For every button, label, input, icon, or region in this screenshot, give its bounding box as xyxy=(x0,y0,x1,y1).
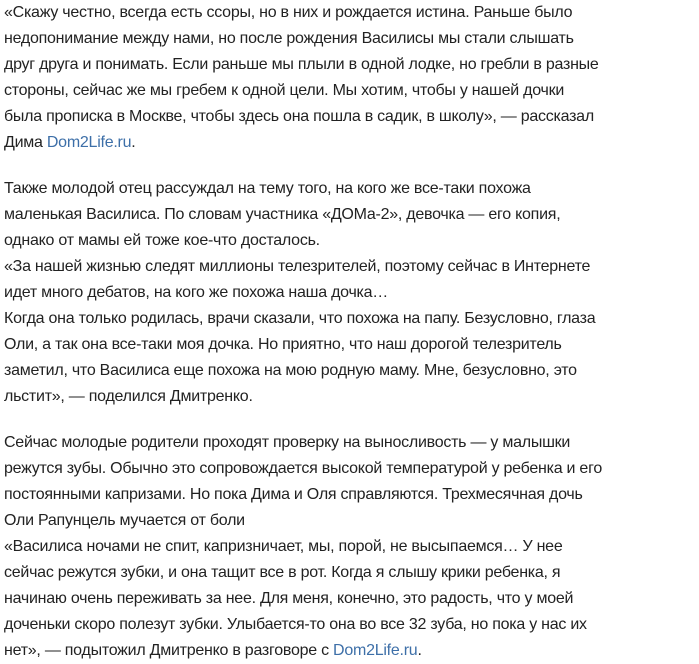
article-paragraph xyxy=(4,0,699,156)
article-paragraph xyxy=(4,430,699,664)
text-line: постоянными капризами. Но пока Дима и Оля справляются. Трехмесячная дочь xyxy=(4,486,583,503)
text-line: доченьки скоро полезут зубки. Улыбается-то она во все 32 зуба, но пока у нас их xyxy=(4,616,587,633)
text-segment: Дима xyxy=(4,134,47,151)
text-line: однако от мамы ей тоже кое-что досталось. xyxy=(4,232,320,249)
text-line: недопонимание между нами, но после рождения Василисы мы стали слышать xyxy=(4,30,574,47)
dom2life-link[interactable]: Dom2Life.ru xyxy=(333,642,418,659)
text-line: идет много дебатов, на кого же похожа наша дочка… xyxy=(4,284,389,301)
text-line: «Скажу честно, всегда есть ссоры, но в них и рождается истина. Раньше было xyxy=(4,4,573,21)
text-line: льстит», — поделился Дмитренко. xyxy=(4,388,253,405)
text-line: режутся зубы. Обычно это сопровождается высокой температурой у ребенка и его xyxy=(4,460,602,477)
text-line: Когда она только родилась, врачи сказали, что похожа на папу. Безусловно, глаза xyxy=(4,310,596,327)
text-line xyxy=(4,638,699,664)
text-line: Также молодой отец рассуждал на тему того, на кого же все-таки похожа xyxy=(4,180,531,197)
text-line: маленькая Василиса. По словам участника «ДОМа-2», девочка — его копия, xyxy=(4,206,561,223)
text-line: «За нашей жизнью следят миллионы телезрителей, поэтому сейчас в Интернете xyxy=(4,258,591,275)
text-line: друг друга и понимать. Если раньше мы плыли в одной лодке, но гребли в разные xyxy=(4,56,599,73)
text-segment: . xyxy=(131,134,136,151)
text-line: сейчас режутся зубки, и она тащит все в рот. Когда я слышу крики ребенка, я xyxy=(4,564,561,581)
text-segment: . xyxy=(417,642,422,659)
text-line: стороны, сейчас же мы гребем к одной цели. Мы хотим, чтобы у нашей дочки xyxy=(4,82,565,99)
text-line: Оли, а так она все-таки моя дочка. Но приятно, что наш дорогой телезритель xyxy=(4,336,562,353)
text-line: Сейчас молодые родители проходят проверку на выносливость — у малышки xyxy=(4,434,571,451)
article-paragraph xyxy=(4,176,699,410)
text-segment: нет», — подытожил Дмитренко в разговоре с xyxy=(4,642,334,659)
text-line xyxy=(4,130,699,156)
text-line: Оли Рапунцель мучается от боли xyxy=(4,512,245,529)
text-line: начинаю очень переживать за нее. Для меня, конечно, это радость, что у моей xyxy=(4,590,574,607)
text-line: заметил, что Василиса еще похожа на мою родную маму. Мне, безусловно, это xyxy=(4,362,577,379)
dom2life-link[interactable]: Dom2Life.ru xyxy=(46,134,132,151)
text-line: была прописка в Москве, чтобы здесь она пошла в садик, в школу», — рассказал xyxy=(4,108,594,125)
text-line: «Василиса ночами не спит, капризничает, мы, порой, не высыпаемся… У нее xyxy=(4,538,563,555)
